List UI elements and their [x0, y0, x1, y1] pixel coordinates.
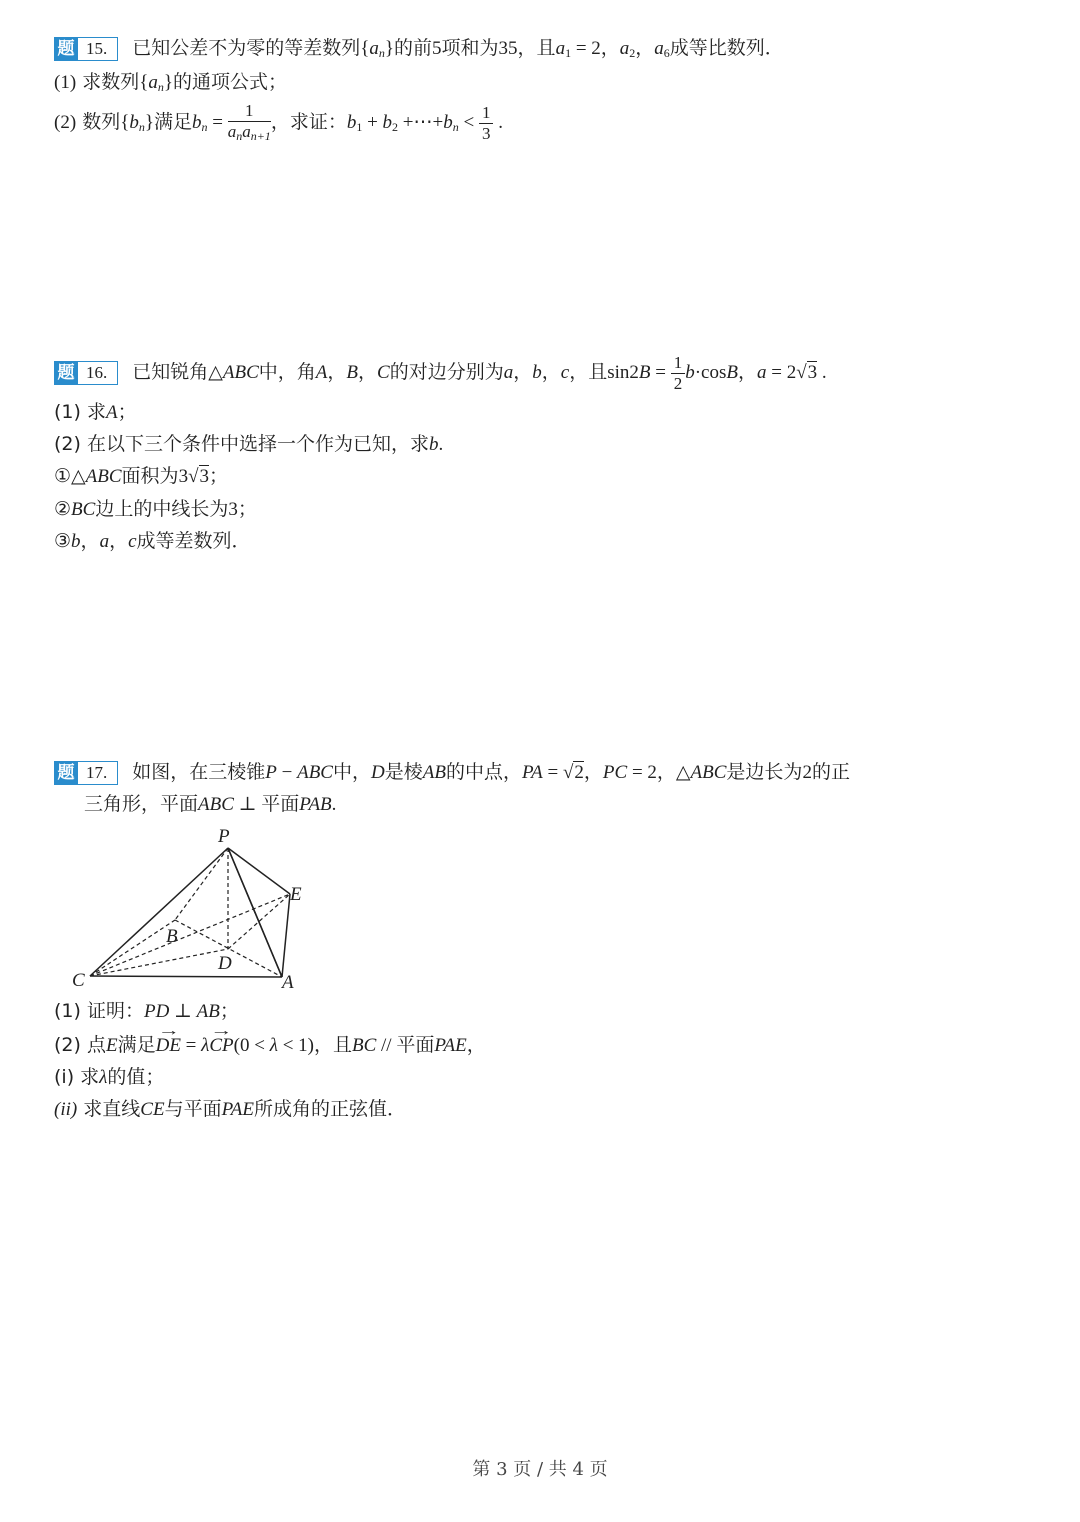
q16-fraction-half: $\frac{1}{2}$	[671, 353, 686, 394]
label-A: A	[282, 972, 294, 993]
q16-option1: ①△ABC面积为3√3；	[54, 465, 229, 487]
q16-part1: (1) 求A；	[54, 401, 137, 423]
q17-stem-line2: 三角形，平面ABC ⊥ 平面PAB.	[84, 793, 337, 815]
q15-stem: 题 15. 已知公差不为零的等差数列$\{a_n\}$的前5项和为35，且$a_1 = 2$，$a_2$，$a_6$成等比数列．	[54, 34, 784, 67]
q16-option3: ③b，a，c成等差数列．	[54, 530, 251, 552]
label-E: E	[290, 884, 302, 905]
edge-PB	[175, 848, 228, 920]
edge-CE	[90, 894, 290, 976]
q15-label: 题 15.	[54, 37, 118, 61]
q16-part2: (2) 在以下三个条件中选择一个作为已知，求b.	[54, 433, 444, 455]
edge-PC	[90, 848, 228, 976]
pyramid-figure	[60, 822, 320, 997]
page-footer: 第 3 页 / 共 4 页	[472, 1459, 608, 1480]
edge-CA	[90, 976, 282, 977]
q17-label: 题 17.	[54, 761, 118, 785]
q15-part2: (2) 数列$\{b_n\}$满足$b_n$ = $\frac{1}{a_na_{n+1}}$ ，求证：$b_1 + b_2$ $+\cdots+b_n$ < $\frac{1}{3}$ .	[54, 100, 503, 149]
q15-part1: (1) 求数列$\{a_n\}$的通项公式；	[54, 71, 287, 94]
label-P: P	[218, 826, 230, 847]
q16-stem: 题 16. 已知锐角△ABC中，角A，B，C的对边分别为a，b，c，且sin2B = $\frac{1}{2}$ b·cosB，a = 2√3 .	[54, 350, 827, 395]
label-B: B	[166, 926, 178, 947]
q17-stem: 题 17. 如图，在三棱锥P − ABC中，D是棱AB的中点，PA = √2，PC = 2，△ABC是边长为2的正	[54, 758, 850, 787]
q17-sub1: (i) 求λ的值；	[54, 1066, 165, 1088]
q17-sub2: (ii) 求直线CE与平面PAE所成角的正弦值．	[54, 1098, 406, 1120]
q17-part2: (2) 点E满足→ DE = λ→ CP(0 < λ < 1)，且BC // 平面PAE，	[54, 1031, 486, 1060]
q15-fraction-third: $\frac{1}{3}$	[479, 103, 494, 144]
q15-fraction: $\frac{1}{a_na_{n+1}}$	[227, 100, 271, 143]
q16-label: 题 16.	[54, 361, 118, 385]
label-D: D	[218, 953, 232, 974]
edge-EA	[282, 894, 290, 977]
q17-part1: (1) 证明：PD ⊥ AB；	[54, 1000, 239, 1022]
label-C: C	[72, 970, 85, 991]
q16-option2: ②BC边上的中线长为3；	[54, 498, 257, 520]
